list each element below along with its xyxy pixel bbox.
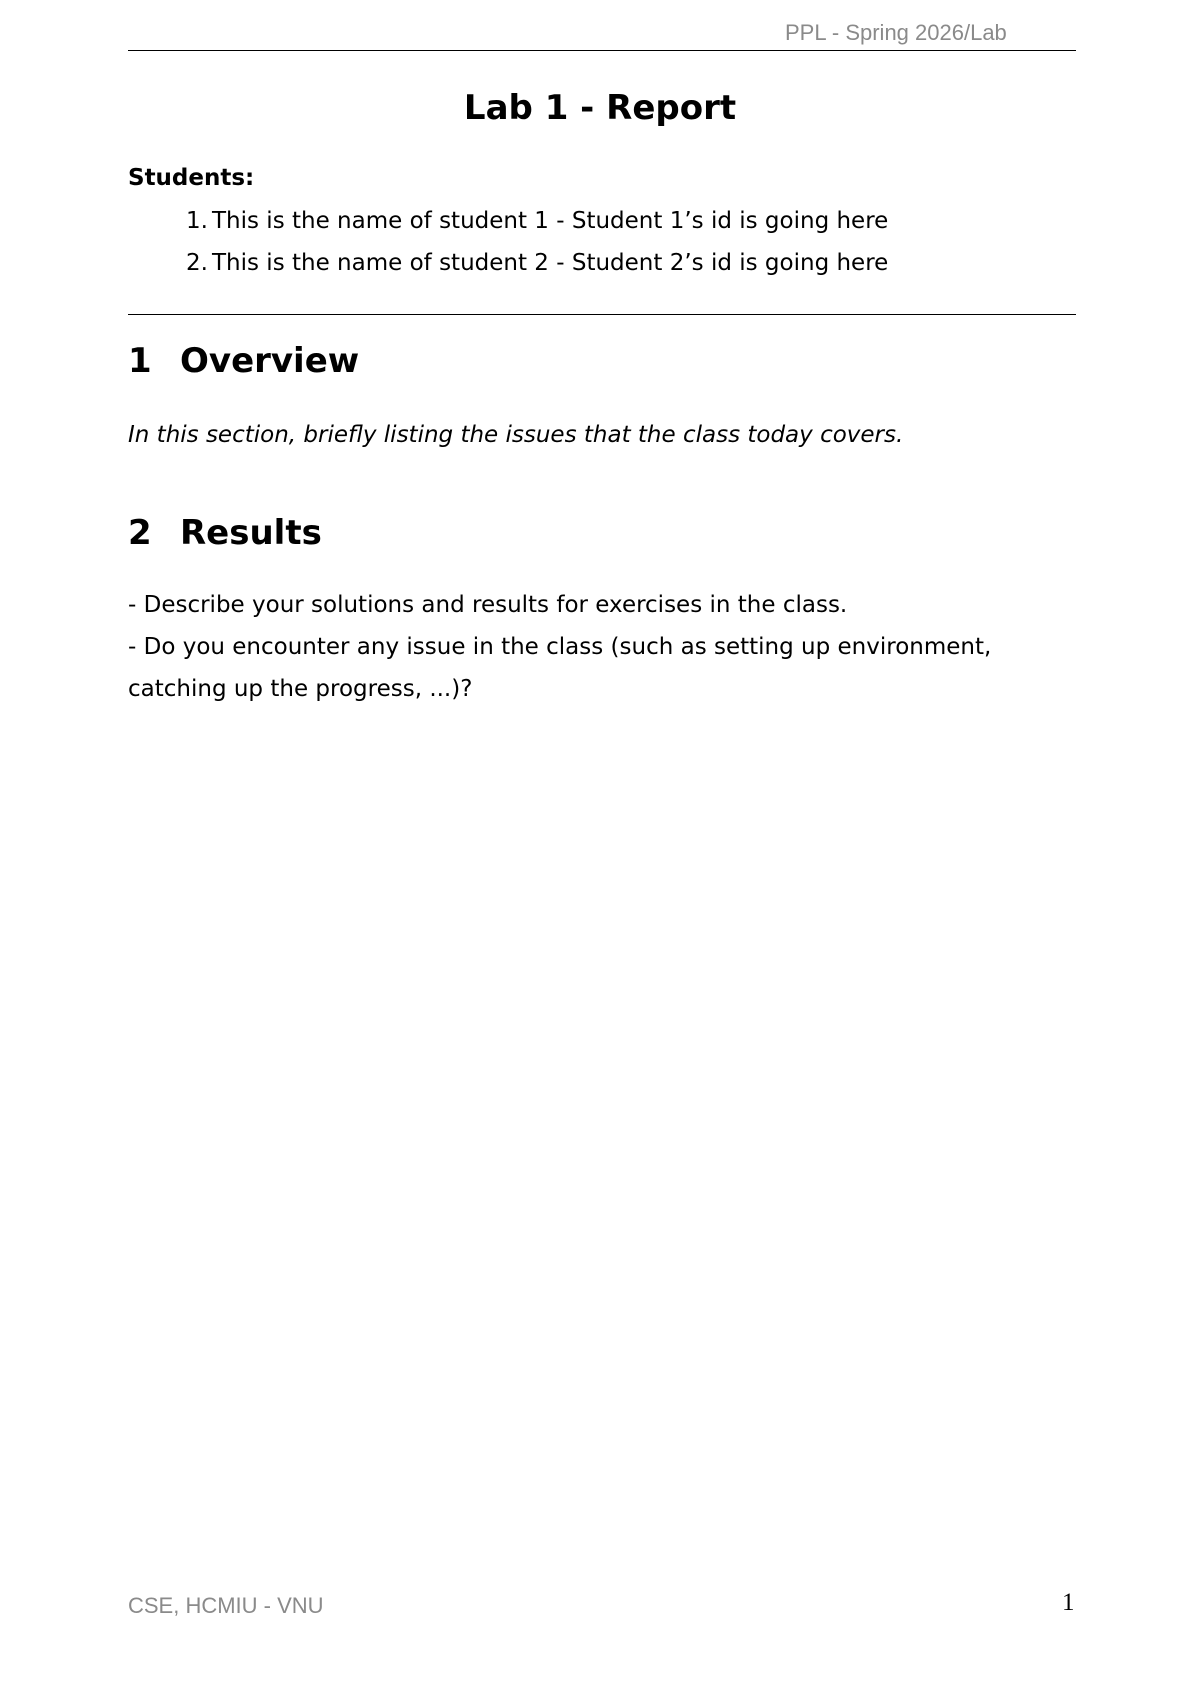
header-rule [128, 50, 1076, 51]
section-heading-overview [128, 341, 359, 381]
overview-paragraph: In this section, briefly listing the issues that the class today covers. [128, 422, 904, 448]
section-title: Results [180, 513, 322, 553]
student-list-item [186, 250, 888, 276]
students-label: Students: [128, 165, 255, 191]
section-number: 1 [128, 341, 152, 381]
student-list-item [186, 208, 888, 234]
page-number: 1 [1062, 1589, 1075, 1616]
section-divider [128, 314, 1076, 315]
list-number: 1. [186, 208, 208, 234]
section-number: 2 [128, 513, 152, 553]
student-text: This is the name of student 2 - Student 2’s id is going here [212, 250, 889, 276]
footer-organization: CSE, HCMIU - VNU [128, 1593, 324, 1618]
student-text: This is the name of student 1 - Student 1’s id is going here [212, 208, 889, 234]
results-line: catching up the progress, ...)? [128, 676, 473, 702]
results-line: - Do you encounter any issue in the class (such as setting up environment, [128, 634, 992, 660]
section-title: Overview [180, 341, 360, 381]
document-title: Lab 1 - Report [463, 88, 737, 128]
list-number: 2. [186, 250, 208, 276]
running-header: PPL - Spring 2026/Lab [785, 20, 1007, 45]
results-line: - Describe your solutions and results for exercises in the class. [128, 592, 848, 618]
section-heading-results [128, 513, 322, 553]
